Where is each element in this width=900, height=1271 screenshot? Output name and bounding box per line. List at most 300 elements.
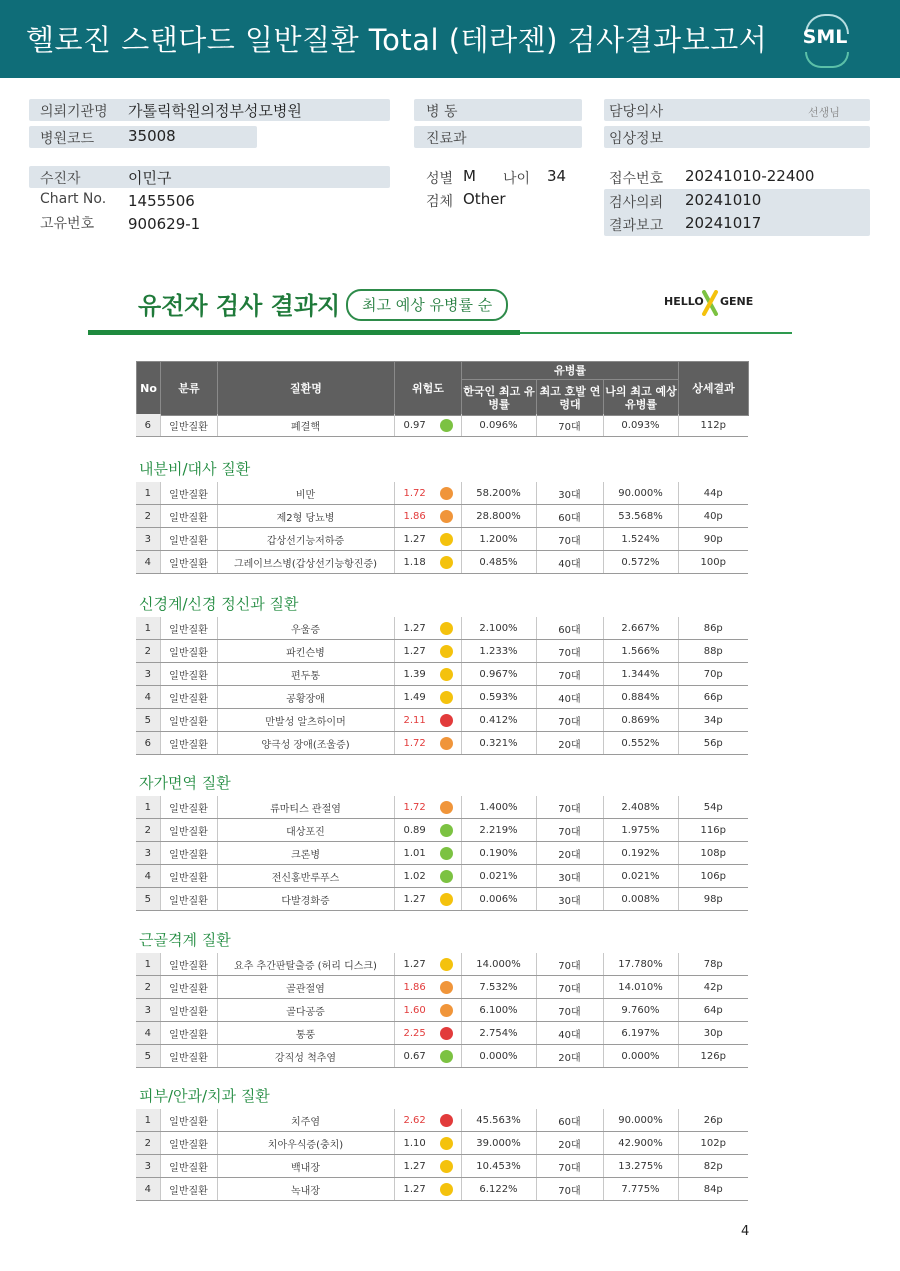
row-peak-age: 20대 [536, 732, 603, 755]
row-peak-age: 70대 [536, 1155, 603, 1178]
row-detail-page: 106p [678, 865, 748, 888]
institution-label: 의뢰기관명 [40, 104, 108, 120]
table-row [136, 1045, 748, 1068]
row-risk [394, 888, 461, 911]
col-header-disease: 질환명 [218, 362, 395, 416]
col-header-my-max: 나의 최고 예상 유병률 [604, 380, 679, 416]
chart-no-value: 1455506 [128, 192, 195, 210]
row-korean-prevalence: 1.400% [461, 796, 536, 819]
row-number: 2 [136, 819, 160, 842]
row-detail-page: 40p [678, 505, 748, 528]
risk-level-yellow-icon [440, 622, 453, 635]
unique-id-value: 900629-1 [128, 215, 201, 233]
doctor-suffix: 선생님 [808, 106, 840, 119]
row-category: 일반질환 [160, 414, 217, 437]
receipt-label: 접수번호 [609, 171, 664, 187]
risk-level-orange-icon [440, 1004, 453, 1017]
risk-level-orange-icon [440, 737, 453, 750]
row-risk [394, 1045, 461, 1068]
row-number: 3 [136, 1155, 160, 1178]
row-category: 일반질환 [160, 528, 217, 551]
row-korean-prevalence: 1.200% [461, 528, 536, 551]
risk-value: 1.72 [403, 487, 426, 499]
row-detail-page: 56p [678, 732, 748, 755]
row-my-prevalence: 2.408% [603, 796, 678, 819]
row-korean-prevalence: 0.021% [461, 865, 536, 888]
row-my-prevalence: 0.869% [603, 709, 678, 732]
row-number: 2 [136, 1132, 160, 1155]
row-korean-prevalence: 7.532% [461, 976, 536, 999]
request-date-value: 20241010 [685, 191, 762, 209]
row-disease: 양극성 장애(조울증) [217, 732, 394, 755]
table-row [136, 528, 748, 551]
row-korean-prevalence: 39.000% [461, 1132, 536, 1155]
table-row [136, 1155, 748, 1178]
row-number: 6 [136, 414, 160, 437]
risk-value: 1.27 [403, 645, 426, 657]
results-table [136, 1109, 748, 1201]
risk-value: 1.60 [403, 1004, 426, 1016]
risk-level-red-icon [440, 714, 453, 727]
receipt-value: 20241010-22400 [685, 167, 815, 185]
results-table [136, 414, 748, 437]
row-risk [394, 1178, 461, 1201]
row-category: 일반질환 [160, 819, 217, 842]
risk-level-orange-icon [440, 487, 453, 500]
row-detail-page: 42p [678, 976, 748, 999]
row-category: 일반질환 [160, 505, 217, 528]
table-row [136, 551, 748, 574]
doctor-label: 담당의사 [609, 104, 664, 120]
row-my-prevalence: 0.008% [603, 888, 678, 911]
section-heading: 자가면역 질환 [139, 774, 231, 792]
brand-gene: GENE [720, 295, 754, 308]
section-heading: 근골격계 질환 [139, 931, 231, 949]
row-category: 일반질환 [160, 1022, 217, 1045]
table-row [136, 686, 748, 709]
row-number: 5 [136, 709, 160, 732]
row-peak-age: 70대 [536, 976, 603, 999]
row-my-prevalence: 13.275% [603, 1155, 678, 1178]
row-category: 일반질환 [160, 1178, 217, 1201]
risk-value: 1.02 [403, 870, 426, 882]
row-korean-prevalence: 2.100% [461, 617, 536, 640]
row-disease: 폐결핵 [217, 414, 394, 437]
row-risk [394, 842, 461, 865]
table-row [136, 842, 748, 865]
table-row [136, 732, 748, 755]
risk-value: 0.67 [403, 1050, 426, 1062]
row-risk [394, 819, 461, 842]
institution-value: 가톨릭학원의정부성모병원 [128, 102, 302, 120]
row-peak-age: 70대 [536, 528, 603, 551]
row-number: 4 [136, 865, 160, 888]
risk-level-red-icon [440, 1114, 453, 1127]
results-table [136, 953, 748, 1068]
risk-level-green-icon [440, 870, 453, 883]
row-my-prevalence: 0.192% [603, 842, 678, 865]
row-disease: 비만 [217, 482, 394, 505]
row-category: 일반질환 [160, 1132, 217, 1155]
risk-value: 0.89 [403, 824, 426, 836]
row-korean-prevalence: 28.800% [461, 505, 536, 528]
unique-id-label: 고유번호 [40, 216, 95, 232]
row-disease: 다발경화증 [217, 888, 394, 911]
row-peak-age: 30대 [536, 482, 603, 505]
row-category: 일반질환 [160, 1155, 217, 1178]
row-peak-age: 30대 [536, 888, 603, 911]
risk-value: 1.86 [403, 510, 426, 522]
row-category: 일반질환 [160, 888, 217, 911]
hospital-code-label: 병원코드 [40, 131, 95, 147]
results-table [136, 796, 748, 911]
row-korean-prevalence: 0.006% [461, 888, 536, 911]
section-heading: 피부/안과/치과 질환 [139, 1087, 270, 1105]
logo-text: SML [802, 26, 848, 48]
row-number: 2 [136, 505, 160, 528]
specimen-label: 검체 [426, 194, 454, 210]
risk-level-red-icon [440, 1027, 453, 1040]
row-detail-page: 116p [678, 819, 748, 842]
row-my-prevalence: 1.524% [603, 528, 678, 551]
col-header-peak-age: 최고 호발 연령대 [537, 380, 604, 416]
patient-label: 수진자 [40, 171, 81, 187]
risk-level-yellow-icon [440, 1137, 453, 1150]
row-risk [394, 617, 461, 640]
row-category: 일반질환 [160, 482, 217, 505]
row-detail-page: 100p [678, 551, 748, 574]
row-number: 4 [136, 551, 160, 574]
col-header-korean-max: 한국인 최고 유병률 [462, 380, 537, 416]
col-header-no: No [137, 362, 161, 416]
row-number: 5 [136, 1045, 160, 1068]
row-my-prevalence: 0.093% [603, 414, 678, 437]
row-category: 일반질환 [160, 999, 217, 1022]
row-category: 일반질환 [160, 842, 217, 865]
col-header-risk: 위험도 [395, 362, 462, 416]
row-my-prevalence: 0.552% [603, 732, 678, 755]
row-number: 3 [136, 999, 160, 1022]
table-row [136, 976, 748, 999]
table-row [136, 414, 748, 437]
row-risk [394, 1132, 461, 1155]
patient-value: 이민구 [128, 169, 172, 187]
row-number: 1 [136, 796, 160, 819]
risk-level-yellow-icon [440, 1183, 453, 1196]
row-detail-page: 102p [678, 1132, 748, 1155]
specimen-value: Other [463, 190, 506, 208]
row-risk [394, 640, 461, 663]
risk-value: 1.01 [403, 847, 426, 859]
row-number: 3 [136, 528, 160, 551]
row-disease: 통풍 [217, 1022, 394, 1045]
row-number: 3 [136, 842, 160, 865]
row-detail-page: 78p [678, 953, 748, 976]
row-category: 일반질환 [160, 617, 217, 640]
ward-label: 병 동 [426, 104, 458, 120]
row-my-prevalence: 1.566% [603, 640, 678, 663]
row-korean-prevalence: 0.096% [461, 414, 536, 437]
row-risk [394, 953, 461, 976]
row-risk [394, 505, 461, 528]
risk-value: 1.18 [403, 556, 426, 568]
row-detail-page: 70p [678, 663, 748, 686]
row-my-prevalence: 90.000% [603, 1109, 678, 1132]
page-number: 4 [741, 1224, 750, 1239]
row-detail-page: 54p [678, 796, 748, 819]
row-korean-prevalence: 0.593% [461, 686, 536, 709]
row-category: 일반질환 [160, 640, 217, 663]
row-my-prevalence: 17.780% [603, 953, 678, 976]
table-row [136, 999, 748, 1022]
table-row [136, 819, 748, 842]
row-korean-prevalence: 14.000% [461, 953, 536, 976]
row-disease: 갑상선기능저하증 [217, 528, 394, 551]
sex-value: M [463, 167, 476, 185]
risk-level-yellow-icon [440, 958, 453, 971]
row-category: 일반질환 [160, 865, 217, 888]
row-disease: 강직성 척추염 [217, 1045, 394, 1068]
risk-value: 1.27 [403, 1183, 426, 1195]
row-detail-page: 88p [678, 640, 748, 663]
section-heading: 신경계/신경 정신과 질환 [139, 595, 299, 613]
row-number: 4 [136, 1178, 160, 1201]
row-disease: 전신홍반루푸스 [217, 865, 394, 888]
row-my-prevalence: 53.568% [603, 505, 678, 528]
row-category: 일반질환 [160, 953, 217, 976]
row-peak-age: 70대 [536, 663, 603, 686]
row-category: 일반질환 [160, 1109, 217, 1132]
row-my-prevalence: 6.197% [603, 1022, 678, 1045]
table-row [136, 482, 748, 505]
age-value: 34 [547, 167, 567, 185]
row-korean-prevalence: 0.485% [461, 551, 536, 574]
row-category: 일반질환 [160, 1045, 217, 1068]
row-number: 1 [136, 617, 160, 640]
risk-level-green-icon [440, 847, 453, 860]
row-disease: 제2형 당뇨병 [217, 505, 394, 528]
row-peak-age: 70대 [536, 1178, 603, 1201]
row-my-prevalence: 0.021% [603, 865, 678, 888]
row-korean-prevalence: 1.233% [461, 640, 536, 663]
report-header [0, 0, 900, 78]
patient-bar [29, 166, 390, 188]
row-category: 일반질환 [160, 976, 217, 999]
row-disease: 골다공증 [217, 999, 394, 1022]
row-peak-age: 70대 [536, 414, 603, 437]
risk-level-green-icon [440, 419, 453, 432]
row-my-prevalence: 1.975% [603, 819, 678, 842]
row-risk [394, 1155, 461, 1178]
age-label: 나이 [503, 171, 531, 187]
risk-level-yellow-icon [440, 668, 453, 681]
row-category: 일반질환 [160, 796, 217, 819]
risk-value: 1.39 [403, 668, 426, 680]
row-number: 5 [136, 888, 160, 911]
row-category: 일반질환 [160, 732, 217, 755]
row-peak-age: 60대 [536, 1109, 603, 1132]
row-risk [394, 976, 461, 999]
row-peak-age: 70대 [536, 999, 603, 1022]
results-table [136, 482, 748, 574]
table-row [136, 617, 748, 640]
row-peak-age: 70대 [536, 953, 603, 976]
row-disease: 치주염 [217, 1109, 394, 1132]
row-korean-prevalence: 45.563% [461, 1109, 536, 1132]
risk-value: 2.25 [403, 1027, 426, 1039]
hellogene-x-icon [700, 290, 720, 316]
row-risk [394, 551, 461, 574]
brand-hello: HELLO [664, 295, 704, 308]
row-my-prevalence: 9.760% [603, 999, 678, 1022]
row-detail-page: 108p [678, 842, 748, 865]
report-date-label: 결과보고 [609, 218, 664, 234]
row-disease: 만발성 알츠하이머 [217, 709, 394, 732]
title-divider-accent [88, 330, 520, 335]
row-category: 일반질환 [160, 686, 217, 709]
row-detail-page: 30p [678, 1022, 748, 1045]
row-my-prevalence: 42.900% [603, 1132, 678, 1155]
row-peak-age: 30대 [536, 865, 603, 888]
row-peak-age: 20대 [536, 1132, 603, 1155]
row-category: 일반질환 [160, 551, 217, 574]
risk-level-orange-icon [440, 510, 453, 523]
risk-level-green-icon [440, 1050, 453, 1063]
risk-value: 1.72 [403, 801, 426, 813]
row-number: 1 [136, 482, 160, 505]
table-row [136, 663, 748, 686]
row-disease: 편두통 [217, 663, 394, 686]
table-row [136, 640, 748, 663]
row-peak-age: 60대 [536, 617, 603, 640]
col-header-category: 분류 [161, 362, 218, 416]
row-disease: 파킨슨병 [217, 640, 394, 663]
row-number: 4 [136, 1022, 160, 1045]
row-peak-age: 40대 [536, 686, 603, 709]
row-category: 일반질환 [160, 663, 217, 686]
table-row [136, 1022, 748, 1045]
table-row [136, 1132, 748, 1155]
sex-label: 성별 [426, 171, 454, 187]
risk-level-orange-icon [440, 801, 453, 814]
row-peak-age: 40대 [536, 1022, 603, 1045]
risk-value: 1.27 [403, 1160, 426, 1172]
row-disease: 크론병 [217, 842, 394, 865]
row-peak-age: 70대 [536, 819, 603, 842]
row-detail-page: 86p [678, 617, 748, 640]
row-detail-page: 64p [678, 999, 748, 1022]
row-disease: 요추 추간판탈출증 (허리 디스크) [217, 953, 394, 976]
row-number: 1 [136, 953, 160, 976]
row-risk [394, 999, 461, 1022]
row-my-prevalence: 1.344% [603, 663, 678, 686]
row-detail-page: 26p [678, 1109, 748, 1132]
row-korean-prevalence: 0.321% [461, 732, 536, 755]
table-row [136, 709, 748, 732]
row-peak-age: 70대 [536, 709, 603, 732]
row-my-prevalence: 0.572% [603, 551, 678, 574]
row-my-prevalence: 7.775% [603, 1178, 678, 1201]
results-table-header [136, 361, 749, 416]
row-risk [394, 1022, 461, 1045]
row-korean-prevalence: 0.000% [461, 1045, 536, 1068]
row-risk [394, 796, 461, 819]
row-disease: 치아우식증(충치) [217, 1132, 394, 1155]
row-peak-age: 20대 [536, 1045, 603, 1068]
row-peak-age: 40대 [536, 551, 603, 574]
row-my-prevalence: 14.010% [603, 976, 678, 999]
row-number: 3 [136, 663, 160, 686]
row-risk [394, 482, 461, 505]
row-disease: 골관절염 [217, 976, 394, 999]
row-detail-page: 98p [678, 888, 748, 911]
row-my-prevalence: 2.667% [603, 617, 678, 640]
row-number: 2 [136, 640, 160, 663]
row-detail-page: 90p [678, 528, 748, 551]
risk-value: 2.11 [403, 714, 426, 726]
risk-level-yellow-icon [440, 556, 453, 569]
row-disease: 류마티스 관절염 [217, 796, 394, 819]
row-risk [394, 865, 461, 888]
row-korean-prevalence: 6.100% [461, 999, 536, 1022]
table-row [136, 888, 748, 911]
row-korean-prevalence: 2.219% [461, 819, 536, 842]
row-category: 일반질환 [160, 709, 217, 732]
row-korean-prevalence: 0.967% [461, 663, 536, 686]
row-my-prevalence: 90.000% [603, 482, 678, 505]
risk-level-yellow-icon [440, 533, 453, 546]
row-detail-page: 34p [678, 709, 748, 732]
row-disease: 녹내장 [217, 1178, 394, 1201]
risk-value: 1.27 [403, 893, 426, 905]
col-header-prevalence: 유병률 [462, 362, 679, 380]
row-detail-page: 66p [678, 686, 748, 709]
row-detail-page: 84p [678, 1178, 748, 1201]
row-risk [394, 1109, 461, 1132]
table-row [136, 953, 748, 976]
risk-value: 1.27 [403, 958, 426, 970]
row-risk [394, 709, 461, 732]
section-heading: 내분비/대사 질환 [139, 460, 251, 478]
row-korean-prevalence: 2.754% [461, 1022, 536, 1045]
row-my-prevalence: 0.884% [603, 686, 678, 709]
logo-arc-bottom-icon [805, 52, 849, 68]
row-number: 4 [136, 686, 160, 709]
request-date-label: 검사의뢰 [609, 195, 664, 211]
row-disease: 공황장애 [217, 686, 394, 709]
row-korean-prevalence: 0.412% [461, 709, 536, 732]
row-number: 6 [136, 732, 160, 755]
row-detail-page: 44p [678, 482, 748, 505]
row-risk [394, 414, 461, 437]
row-korean-prevalence: 10.453% [461, 1155, 536, 1178]
sml-logo [793, 12, 857, 68]
risk-level-yellow-icon [440, 645, 453, 658]
sort-order-badge: 최고 예상 유병률 순 [346, 289, 508, 321]
col-header-detail: 상세결과 [679, 362, 749, 416]
table-row [136, 796, 748, 819]
risk-value: 1.72 [403, 737, 426, 749]
row-number: 2 [136, 976, 160, 999]
row-disease: 백내장 [217, 1155, 394, 1178]
row-korean-prevalence: 58.200% [461, 482, 536, 505]
risk-value: 1.10 [403, 1137, 426, 1149]
row-korean-prevalence: 0.190% [461, 842, 536, 865]
row-disease: 그레이브스병(갑상선기능항진증) [217, 551, 394, 574]
risk-level-green-icon [440, 824, 453, 837]
row-risk [394, 663, 461, 686]
row-risk [394, 528, 461, 551]
